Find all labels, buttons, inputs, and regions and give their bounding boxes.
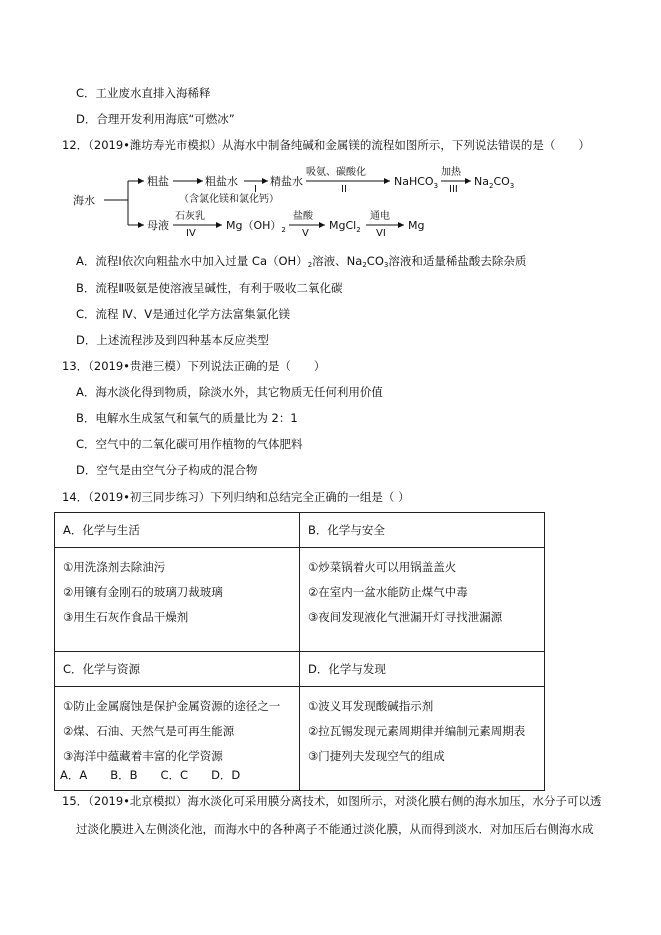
flow-seawater: 海水 <box>73 194 95 207</box>
flow-step-ii: II <box>341 184 347 195</box>
flow-step-v: V <box>302 228 309 239</box>
flow-mgcl2: MgCl$_2$ <box>329 219 361 234</box>
flow-na2co3: $Na_2CO_3$ <box>474 175 515 190</box>
flow-nahco3: NaHCO$_3$ <box>394 175 439 190</box>
q14-cell-d-head: D．化学与发现 <box>300 652 545 687</box>
q14-cell-c-head: C．化学与资源 <box>55 652 300 687</box>
q14-answer-options: A．A B．B C．C D．D <box>60 768 241 782</box>
q15-line-2: 过淡化膜进入左侧淡化池，而海水中的各种离子不能通过淡化膜，从而得到淡水．对加压后右侧海水成 <box>76 822 594 836</box>
flow-step-vi: VI <box>376 228 386 239</box>
flow-mg: Mg <box>408 219 425 232</box>
q13-stem: 13．（2019•贵港三模）下列说法正确的是（ ） <box>62 359 326 373</box>
q14-d-item-2: ②拉瓦锡发现元素周期律并编制元素周期表 <box>308 724 526 738</box>
flow-step-iii-label: 加热 <box>441 167 461 178</box>
flow-crude-brine: 粗盐水 <box>205 175 238 188</box>
q14-table <box>54 512 545 791</box>
flow-impurity-note: （含氯化镁和氯化钙） <box>179 194 279 205</box>
q14-c-item-3: ③海洋中蕴藏着丰富的化学资源 <box>63 749 223 763</box>
flow-step-iv: IV <box>186 228 196 239</box>
q14-cell-b-body <box>300 548 545 652</box>
q12-option-b: B．流程Ⅱ吸氨是使溶液呈碱性，有利于吸收二氧化碳 <box>76 281 343 295</box>
q13-option-c: C．空气中的二氧化碳可用作植物的气体肥料 <box>76 437 303 451</box>
q11-option-c: C．工业废水直排入海稀释 <box>76 86 211 100</box>
q14-b-item-2: ②在室内一盆水能防止煤气中毒 <box>308 585 468 599</box>
q13-option-a: A．海水淡化得到物质，除淡水外，其它物质无任何利用价值 <box>76 385 383 399</box>
flow-step-iv-label: 石灰乳 <box>175 211 205 222</box>
q14-stem: 14．（2019•初三同步练习）下列归纳和总结完全正确的一组是（ ） <box>62 490 410 504</box>
q13-option-b: B．电解水生成氢气和氧气的质量比为 2：1 <box>76 411 298 425</box>
q14-b-item-1: ①炒菜锅着火可以用锅盖盖火 <box>308 560 457 574</box>
flow-step-v-label: 盐酸 <box>293 211 313 222</box>
q15-line-1: 15．（2019•北京模拟）海水淡化可采用膜分离技术，如图所示，对淡化膜右侧的海水加压，水分子可以透 <box>62 794 602 808</box>
q14-a-item-1: ①用洗涤剂去除油污 <box>63 560 166 574</box>
flow-step-i: I <box>254 184 257 195</box>
flow-step-iii: III <box>449 184 458 195</box>
q14-cell-a-head: A．化学与生活 <box>55 513 300 548</box>
flow-crude-salt: 粗盐 <box>147 175 169 188</box>
q12-stem: 12．（2019•潍坊寿光市模拟）从海水中制备纯碱和金属镁的流程如图所示，下列说法错误的是（ ） <box>62 138 590 152</box>
flow-step-ii-label: 吸氨、碳酸化 <box>306 167 366 178</box>
q14-cell-d-body <box>300 687 545 791</box>
flow-refined-brine: 精盐水 <box>270 175 303 188</box>
q14-c-item-1: ①防止金属腐蚀是保护金属资源的途径之一 <box>63 699 281 713</box>
q14-a-item-2: ②用镶有金刚石的玻璃刀裁玻璃 <box>63 585 223 599</box>
q14-a-item-3: ③用生石灰作食品干燥剂 <box>63 610 189 624</box>
q12-option-c: C．流程 Ⅳ、Ⅴ是通过化学方法富集氯化镁 <box>76 307 291 321</box>
q12-option-a: A．流程Ⅰ依次向粗盐水中加入过量 $Ca(OH)_2$溶液、$Na_2CO_3$溶液和适量稀盐酸去除杂质 <box>76 254 527 269</box>
flow-mgoh2: $Mg(OH)_2$ <box>226 219 286 234</box>
q11-option-d: D．合理开发利用海底“可燃冰” <box>76 112 235 126</box>
q14-c-item-2: ②煤、石油、天然气是可再生能源 <box>63 724 235 738</box>
q14-d-item-3: ③门捷列夫发现空气的组成 <box>308 749 445 763</box>
q14-b-item-3: ③夜间发现液化气泄漏开灯寻找泄漏源 <box>308 610 503 624</box>
q12-option-d: D．上述流程涉及到四种基本反应类型 <box>76 333 269 347</box>
q14-cell-b-head: B．化学与安全 <box>300 513 545 548</box>
flow-step-vi-label: 通电 <box>370 211 390 222</box>
q14-cell-a-body <box>55 548 300 652</box>
q14-d-item-1: ①波义耳发现酸碱指示剂 <box>308 699 434 713</box>
q13-option-d: D．空气是由空气分子构成的混合物 <box>76 463 258 477</box>
flow-mother-liquor: 母液 <box>147 219 169 232</box>
